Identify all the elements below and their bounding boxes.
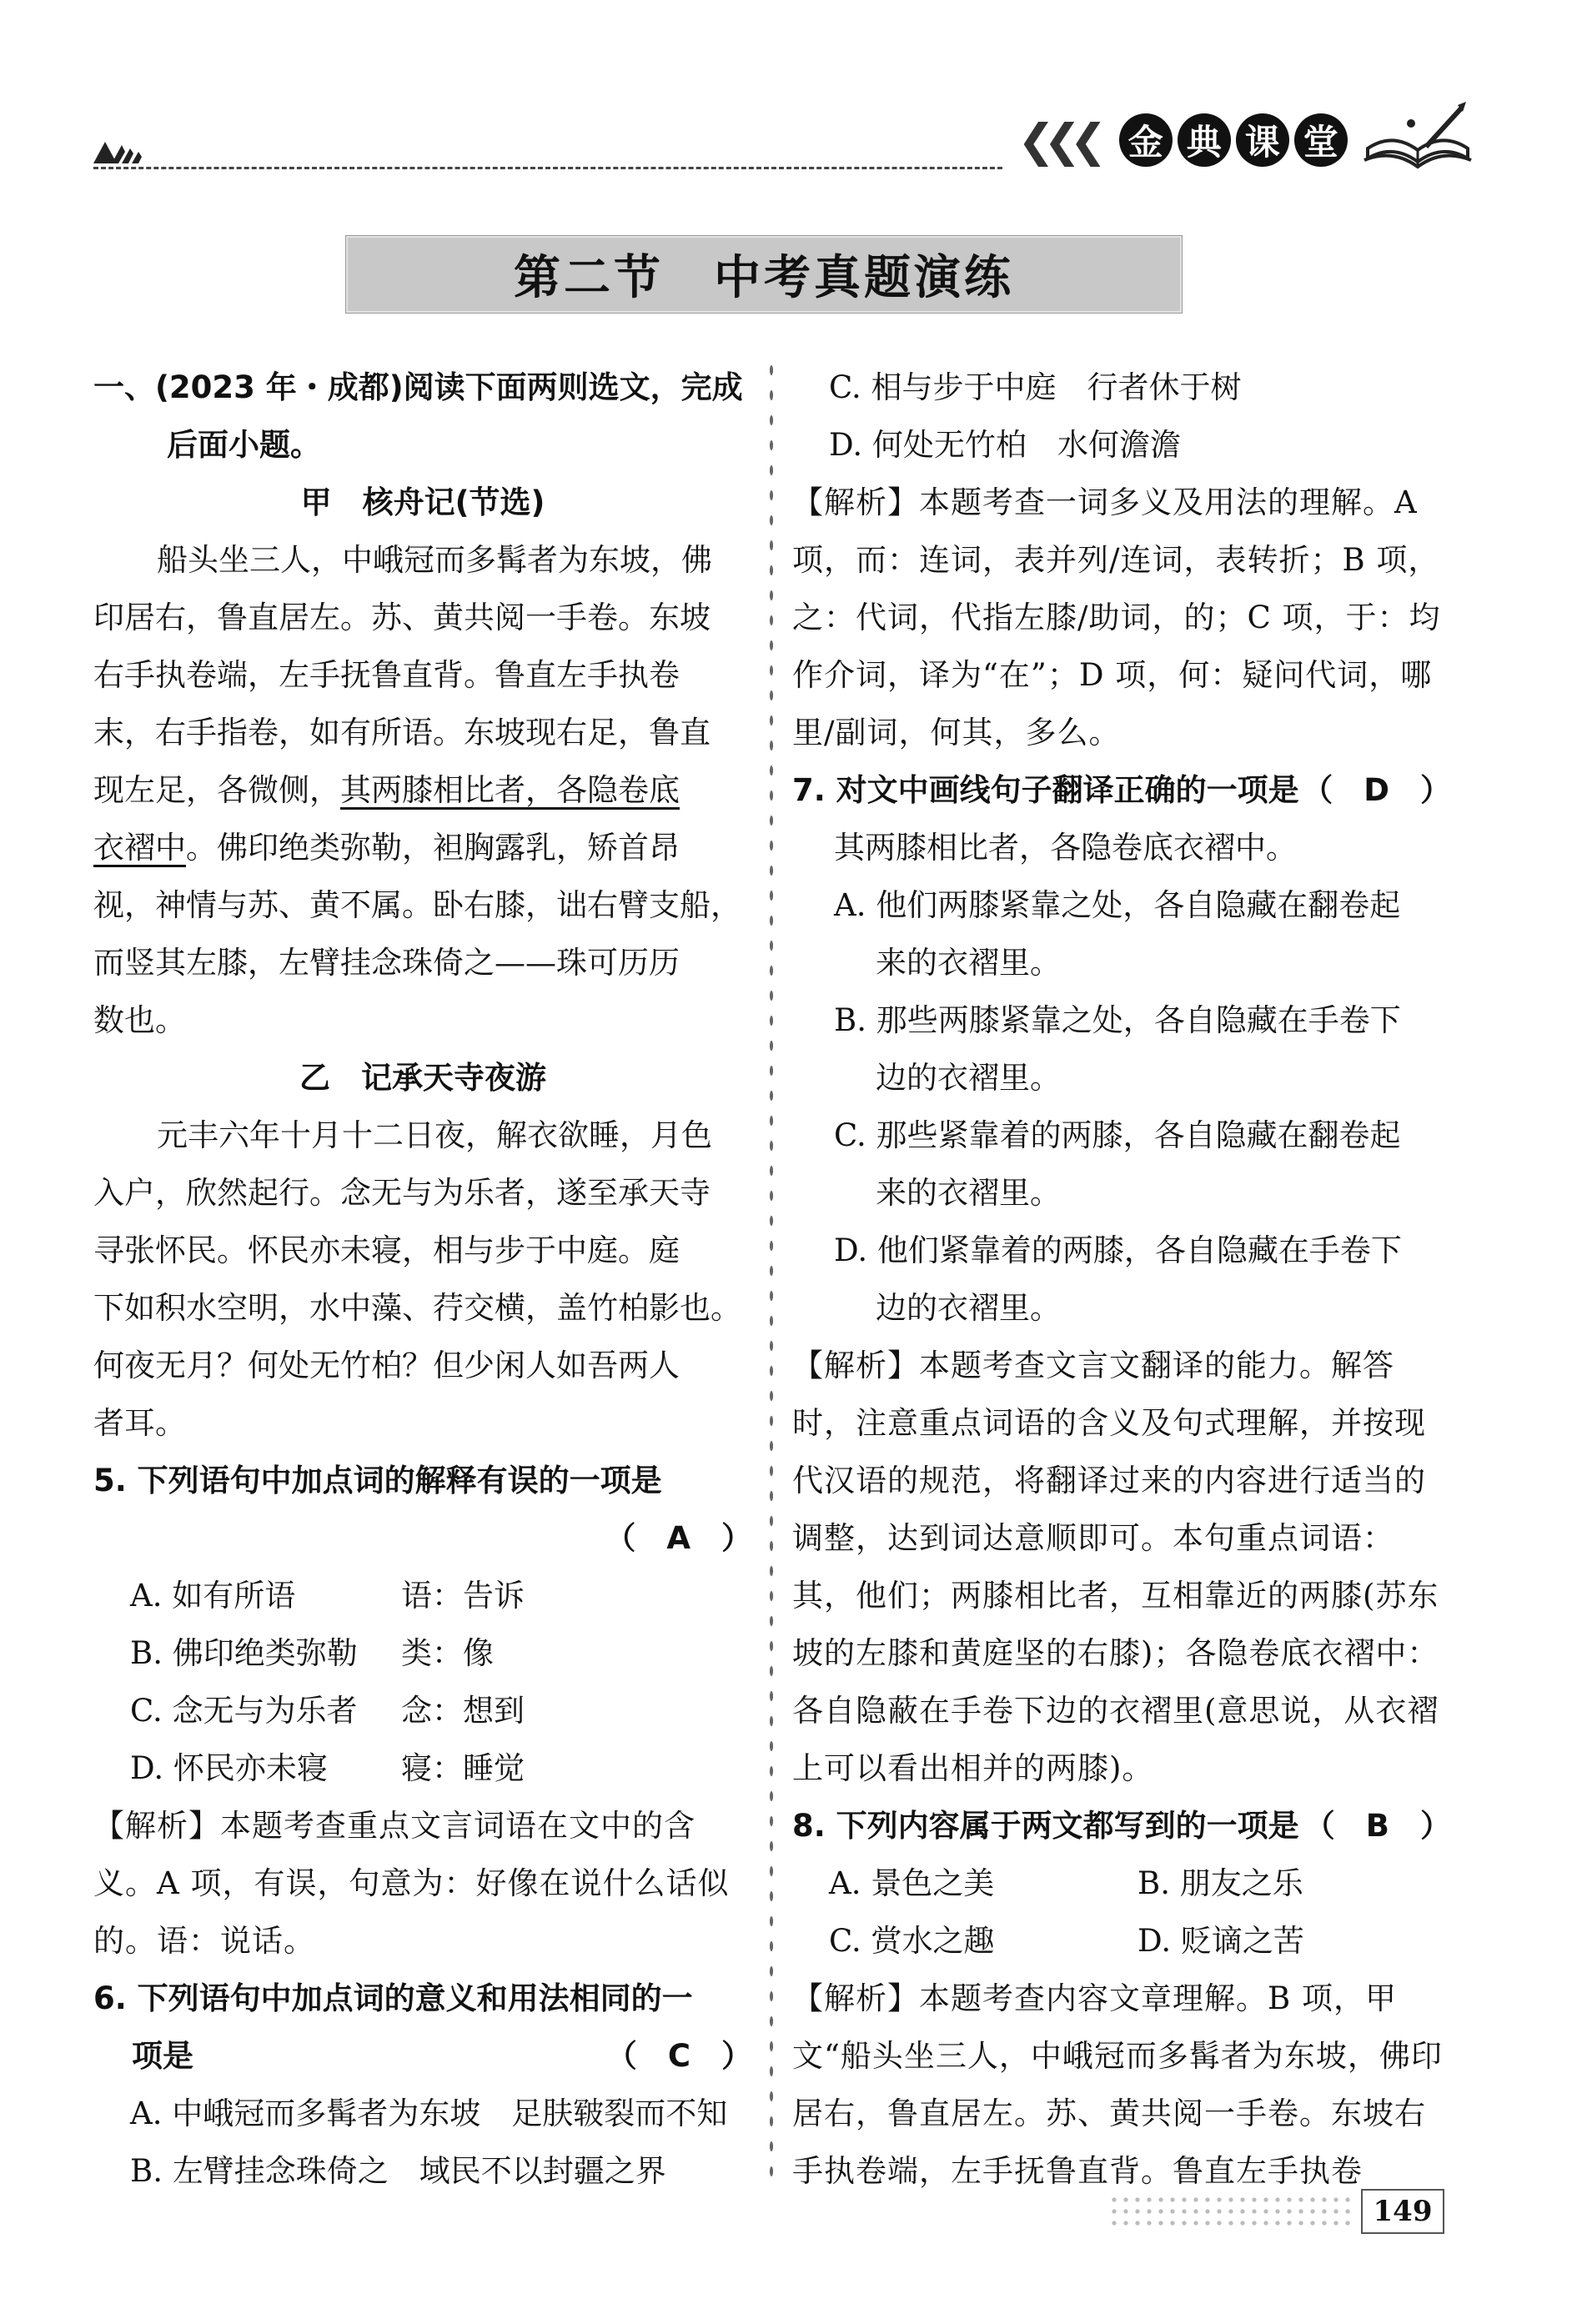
text-yi-line: 何夜无月？何处无竹柏？但少闲人如吾两人 — [93, 1348, 680, 1383]
right-column — [792, 359, 1451, 2200]
question-5-stem: 5. 下列语句中加点词的解释有误的一项是 — [93, 1463, 662, 1498]
question-7-option: B. 那些两膝紧靠之处，各自隐藏在手卷下 — [834, 1002, 1401, 1038]
left-column — [93, 359, 752, 2200]
question-5-option — [93, 1567, 752, 1624]
column-divider — [766, 359, 777, 2176]
text-jia-line: 船头坐三人，中峨冠而多髯者为东坡，佛 — [157, 542, 712, 578]
underlined-sentence: 衣褶中 — [93, 830, 186, 866]
question-8-explanation: 【解析】本题考查内容文章理解。B 项，甲文“船头坐三人，中峨冠而多髯者为东坡，佛印居右，鲁直居左。苏、黄共阅一手卷。东坡右手执卷端，左手抚鲁直背。鲁直左手执卷 — [792, 1980, 1443, 2189]
question-5-option — [93, 1739, 752, 1797]
stem-cont-text: 项是 — [132, 2038, 193, 2074]
question-8-answer: （ B ） — [1303, 1808, 1451, 1844]
question-8-options-row — [792, 1855, 1451, 1912]
question-7-option-cont: 边的衣褶里。 — [876, 1290, 1061, 1326]
question-7-stem — [792, 761, 1451, 819]
brand-badge — [1017, 107, 1348, 173]
footer-dot-pattern — [1109, 2195, 1351, 2228]
text-yi-line: 者耳。 — [93, 1405, 186, 1441]
question-5-answer: （ A ） — [605, 1520, 752, 1556]
question-5-option — [93, 1682, 752, 1739]
question-8-option: B. 朋友之乐 — [1138, 1865, 1303, 1901]
section-heading: 一、(2023 年・成都)阅读下面两则选文，完成 — [93, 369, 743, 405]
underlined-sentence: 其两膝相比者，各隐卷底 — [340, 772, 680, 808]
question-6-option: B. 左臂挂念珠倚之 域民不以封疆之界 — [130, 2153, 666, 2189]
text-jia-line: 数也。 — [93, 1002, 186, 1038]
question-7-option: A. 他们两膝紧靠之处，各自隐藏在翻卷起 — [834, 887, 1401, 923]
option-text: A. 如有所语 — [130, 1578, 296, 1614]
text-jia-line: 印居右，鲁直居左。苏、黄共阅一手卷。东坡 — [93, 600, 711, 635]
option-gloss: 寝：睡觉 — [401, 1750, 525, 1786]
question-6-option: A. 中峨冠而多髯者为东坡 足肤皲裂而不知 — [130, 2096, 728, 2131]
text-yi-line: 入户，欣然起行。念无与为乐者，遂至承天寺 — [93, 1175, 711, 1211]
question-7-option-cont: 来的衣褶里。 — [876, 1175, 1061, 1211]
option-text: B. 佛印绝类弥勒 — [130, 1635, 358, 1671]
text-jia-line: 末，右手指卷，如有所语。东坡现右足，鲁直 — [93, 715, 711, 750]
text-span: 现左足，各微侧， — [93, 772, 340, 808]
option-gloss: 念：想到 — [401, 1693, 525, 1729]
text-jia-line: 而竖其左膝，左臂挂念珠倚之——珠可历历 — [93, 945, 680, 981]
text-yi-line: 下如积水空明，水中藻、荇交横，盖竹柏影也。 — [93, 1290, 741, 1326]
question-7-answer: （ D ） — [1302, 772, 1451, 808]
section-title-banner — [345, 235, 1183, 314]
question-8-stem — [792, 1797, 1451, 1855]
question-8-option: A. 景色之美 — [829, 1865, 995, 1901]
option-gloss: 类：像 — [401, 1635, 494, 1671]
brand-char: 金 — [1119, 113, 1173, 167]
section-heading-cont: 后面小题。 — [167, 427, 321, 463]
text-jia-line — [93, 819, 752, 876]
question-6-stem: 6. 下列语句中加点词的意义和用法相同的一 — [93, 1980, 693, 2016]
question-5-explanation: 【解析】本题考查重点文言词语在文中的含义。A 项，有误，句意为：好像在说什么话似的。语：说话。 — [93, 1808, 730, 1959]
text-yi-line: 元丰六年十月十二日夜，解衣欲睡，月色 — [157, 1117, 712, 1153]
text-span: 。佛印绝类弥勒，袒胸露乳，矫首昂 — [186, 830, 680, 866]
text-yi-title: 乙 记承天寺夜游 — [299, 1060, 546, 1096]
question-7-option: C. 那些紧靠着的两膝，各自隐藏在翻卷起 — [834, 1117, 1401, 1153]
question-7-quote: 其两膝相比者，各隐卷底衣褶中。 — [834, 830, 1297, 866]
question-7-option-cont: 边的衣褶里。 — [876, 1060, 1061, 1096]
stem-text: 7. 对文中画线句子翻译正确的一项是 — [792, 772, 1299, 808]
question-5-option — [93, 1624, 752, 1682]
text-yi-line: 寻张怀民。怀民亦未寝，相与步于中庭。庭 — [93, 1232, 680, 1268]
question-8-option: C. 赏水之趣 — [829, 1923, 995, 1959]
page-number: 149 — [1361, 2189, 1444, 2234]
text-jia-line — [93, 761, 752, 819]
page-title: 第二节 中考真题演练 — [514, 251, 1014, 305]
open-book-pen-icon — [1359, 98, 1476, 173]
question-8-option: D. 贬谪之苦 — [1138, 1923, 1304, 1959]
header-triangle-logo-icon — [93, 135, 152, 163]
text-jia-line: 右手执卷端，左手抚鲁直背。鲁直左手执卷 — [93, 657, 680, 693]
question-7-option: D. 他们紧靠着的两膝，各自隐藏在手卷下 — [834, 1232, 1402, 1268]
question-6-explanation: 【解析】本题考查一词多义及用法的理解。A 项，而：连词，表并列/连词，表转折；B 项，之：代词，代指左膝/助词，的；C 项，于：均作介词，译为“在”；D 项，何：疑问代词，哪里/副词，何其，多么。 — [792, 484, 1441, 750]
text-jia-title: 甲 核舟记(节选) — [300, 484, 545, 520]
stem-text: 8. 下列内容属于两文都写到的一项是 — [792, 1808, 1299, 1844]
option-text: C. 念无与为乐者 — [130, 1693, 358, 1729]
text-jia-line: 视，神情与苏、黄不属。卧右膝，诎右臂支船， — [93, 887, 741, 923]
header-dashed-rule — [93, 167, 1002, 169]
option-text: D. 怀民亦未寝 — [130, 1750, 328, 1786]
brand-char: 课 — [1236, 113, 1289, 167]
option-gloss: 语：告诉 — [401, 1578, 525, 1614]
question-7-explanation: 【解析】本题考查文言文翻译的能力。解答时，注意重点词语的含义及句式理解，并按现代汉语的规范，将翻译过来的内容进行适当的调整，达到词达意顺即可。本句重点词语：其，他们；两膝相比者，互相靠近的两膝(苏东坡的左膝和黄庭坚的右膝)；各隐卷底衣褶中：各自隐蔽在手卷下边的衣褶里(意思说，从衣褶上可以看出相并的两膝)。 — [792, 1348, 1439, 1786]
chevron-left-icon: ❮❮❮ — [1017, 113, 1096, 167]
question-7-option-cont: 来的衣褶里。 — [876, 945, 1061, 981]
question-6-option: C. 相与步于中庭 行者休于树 — [829, 369, 1242, 405]
question-8-options-row — [792, 1912, 1451, 1970]
question-6-option: D. 何处无竹柏 水何澹澹 — [829, 427, 1181, 463]
question-6-answer: （ C ） — [605, 2038, 752, 2074]
question-6-stem-cont — [93, 2027, 752, 2085]
brand-char: 典 — [1178, 113, 1231, 167]
brand-char: 堂 — [1294, 113, 1348, 167]
